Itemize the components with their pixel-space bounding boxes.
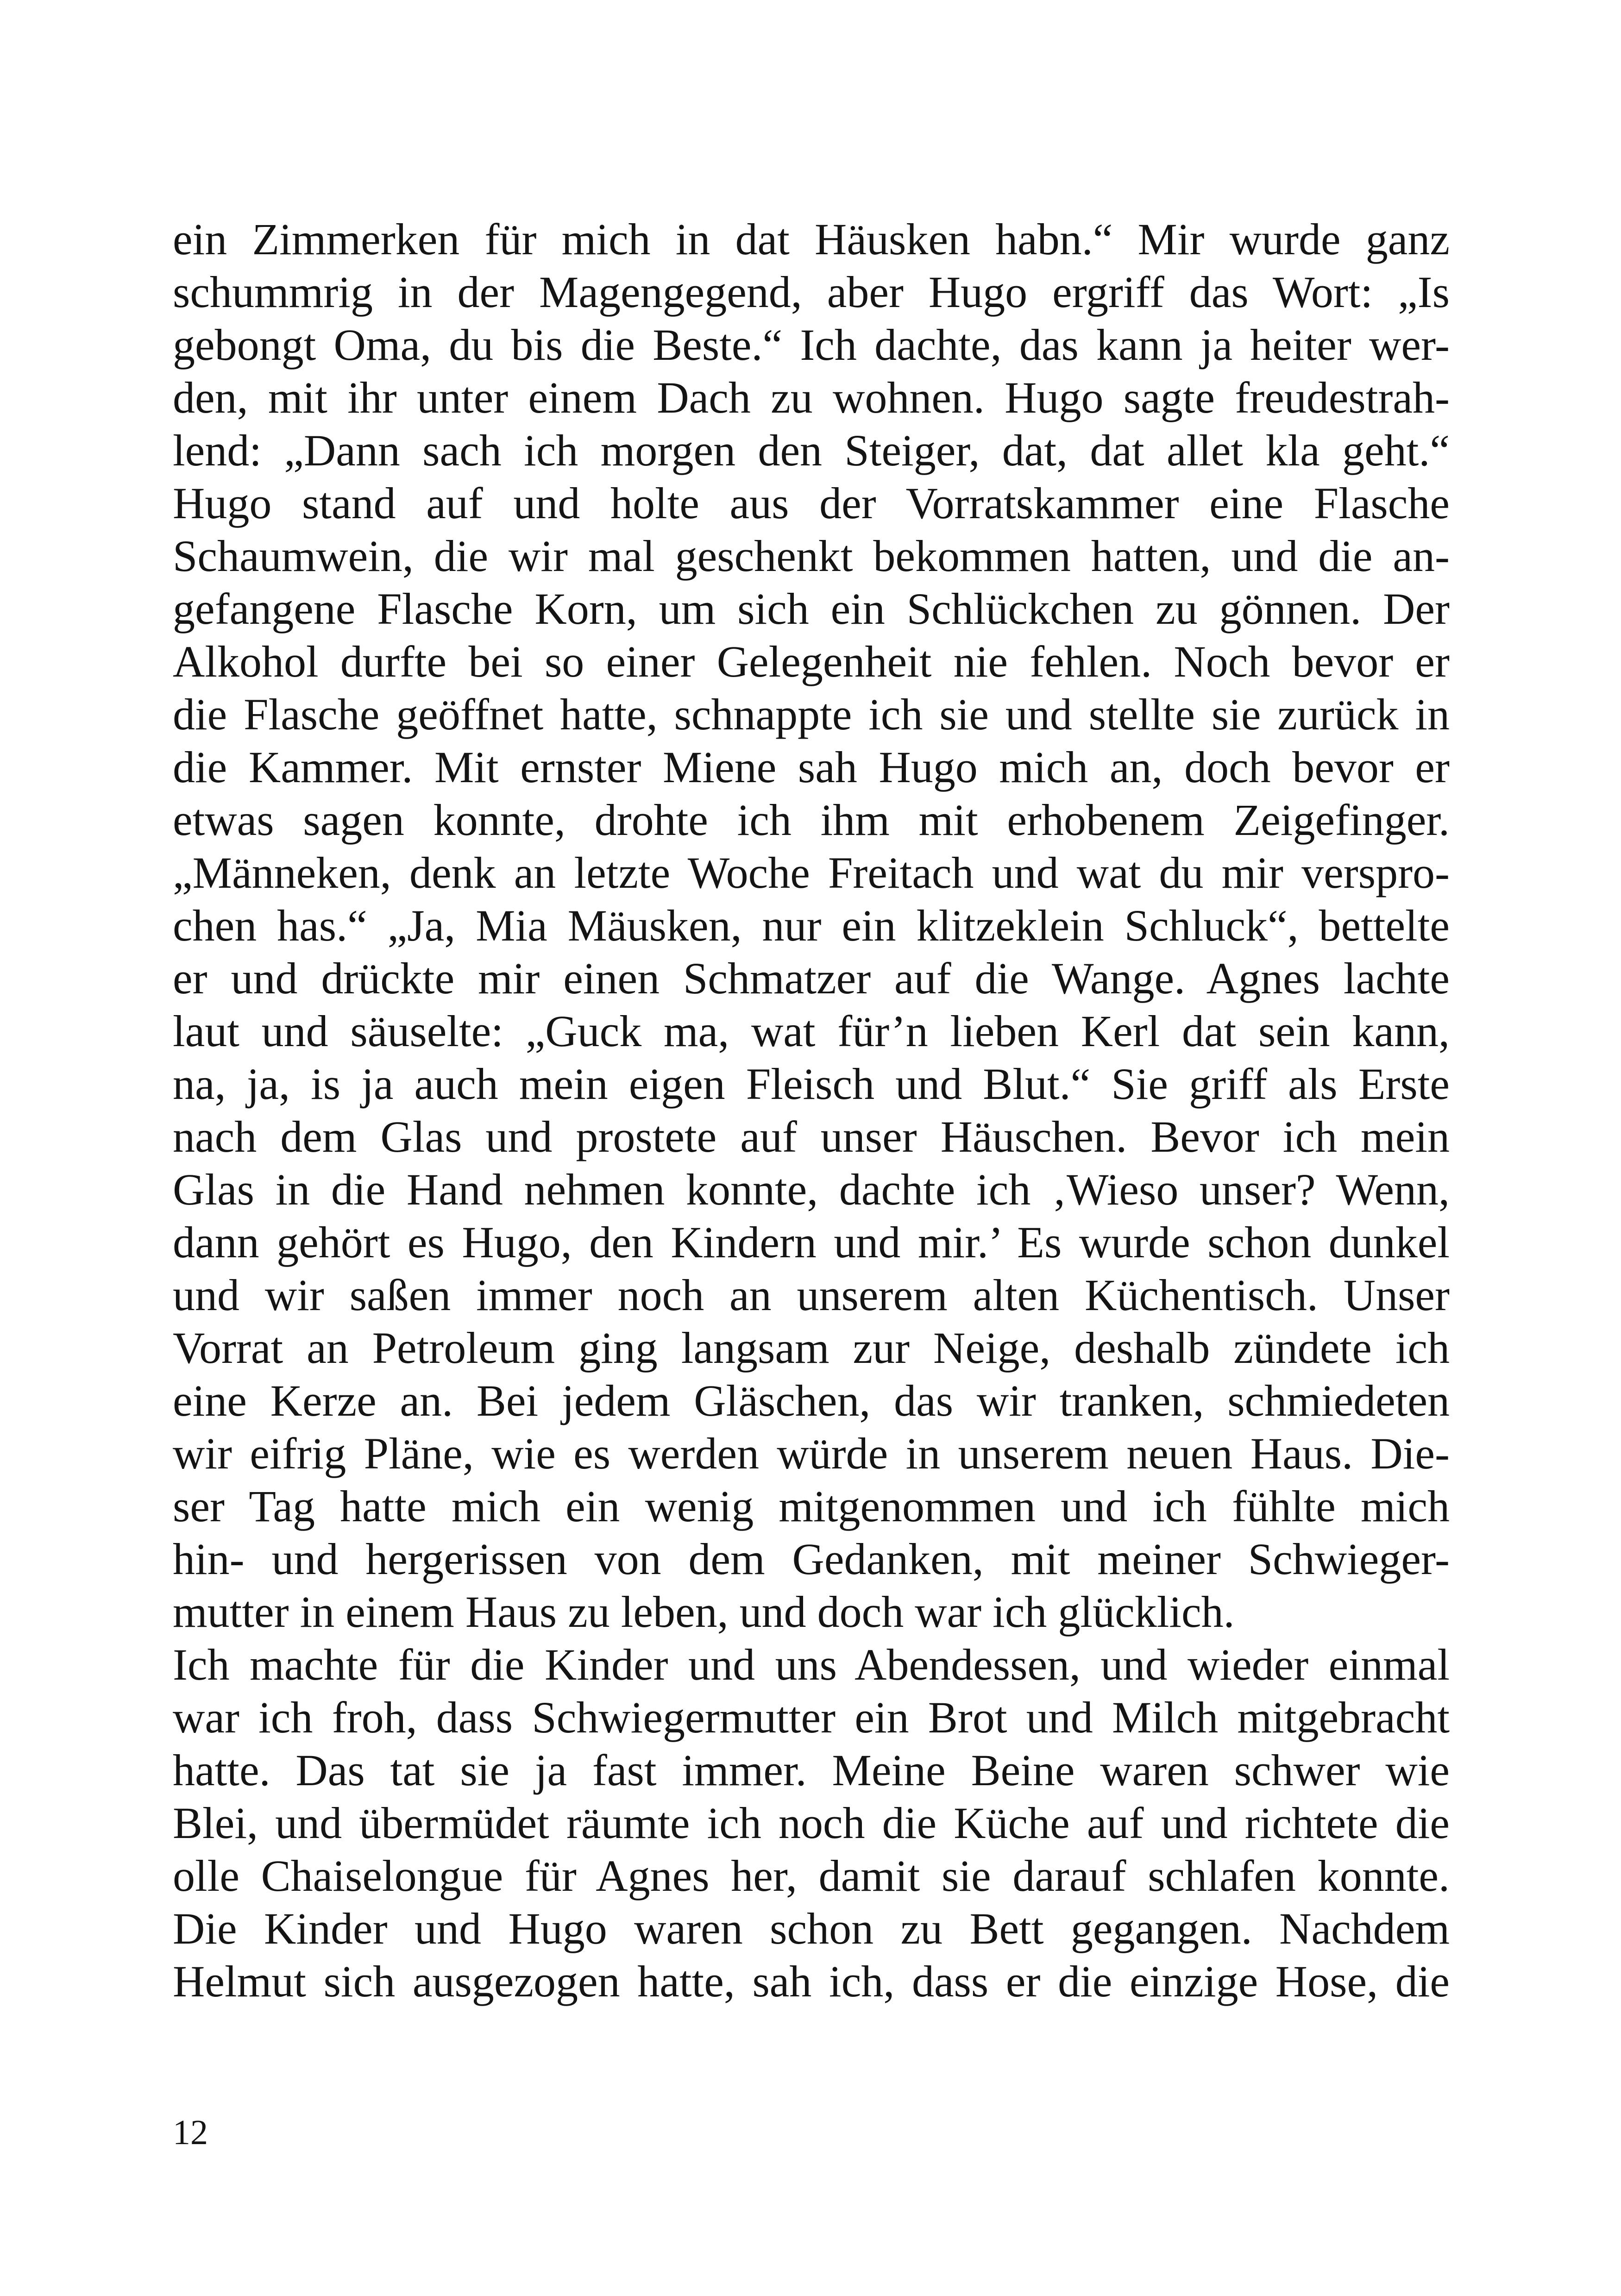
text-line: war ich froh, dass Schwiegermutter ein Brot und Milch mitgebracht — [173, 1693, 1450, 1742]
text-line: Vorrat an Petroleum ging langsam zur Neige, deshalb zündete ich — [173, 1323, 1450, 1373]
text-line: olle Chaiselongue für Agnes her, damit sie darauf schlafen konnte. — [173, 1851, 1450, 1901]
text-line: gebongt Oma, du bis die Beste.“ Ich dachte, das kann ja heiter wer- — [173, 320, 1450, 370]
text-line: hatte. Das tat sie ja fast immer. Meine Beine waren schwer wie — [173, 1745, 1450, 1795]
text-line: schummrig in der Magengegend, aber Hugo ergriff das Wort: „Is — [173, 267, 1450, 317]
text-line: lend: „Dann sach ich morgen den Steiger, dat, dat allet kla geht.“ — [173, 426, 1450, 475]
text-line: wir eifrig Pläne, wie es werden würde in unserem neuen Haus. Die- — [173, 1429, 1450, 1478]
text-line: die Kammer. Mit ernster Miene sah Hugo mich an, doch bevor er — [173, 742, 1450, 792]
text-line: Glas in die Hand nehmen konnte, dachte ich ‚Wieso unser? Wenn, — [173, 1165, 1450, 1214]
text-line: ein Zimmerken für mich in dat Häusken habn.“ Mir wurde ganz — [173, 214, 1450, 264]
page-number: 12 — [173, 2113, 208, 2152]
body-text — [173, 213, 1450, 2008]
text-line: Helmut sich ausgezogen hatte, sah ich, dass er die einzige Hose, die — [173, 1957, 1450, 2006]
text-line: Schaumwein, die wir mal geschenkt bekommen hatten, und die an- — [173, 531, 1450, 581]
text-line: den, mit ihr unter einem Dach zu wohnen. Hugo sagte freudestrah- — [173, 373, 1450, 422]
text-line: nach dem Glas und prostete auf unser Häuschen. Bevor ich mein — [173, 1112, 1450, 1161]
text-line: Ich machte für die Kinder und uns Abendessen, und wieder einmal — [173, 1640, 1450, 1689]
text-line: die Flasche geöffnet hatte, schnappte ich sie und stellte sie zurück in — [173, 690, 1450, 739]
text-line: eine Kerze an. Bei jedem Gläschen, das wir tranken, schmiedeten — [173, 1376, 1450, 1425]
text-line: Hugo stand auf und holte aus der Vorratskammer eine Flasche — [173, 478, 1450, 528]
text-line: Alkohol durfte bei so einer Gelegenheit nie fehlen. Noch bevor er — [173, 637, 1450, 686]
text-line: Die Kinder und Hugo waren schon zu Bett gegangen. Nachdem — [173, 1904, 1450, 1953]
text-line: „Männeken, denk an letzte Woche Freitach und wat du mir verspro- — [173, 848, 1450, 897]
text-line: er und drückte mir einen Schmatzer auf die Wange. Agnes lachte — [173, 954, 1450, 1003]
text-line: gefangene Flasche Korn, um sich ein Schlückchen zu gönnen. Der — [173, 584, 1450, 634]
text-line-paragraph-end: mutter in einem Haus zu leben, und doch war ich glücklich. — [173, 1587, 1235, 1637]
text-line: hin- und hergerissen von dem Gedanken, mit meiner Schwieger- — [173, 1534, 1450, 1584]
text-line: Blei, und übermüdet räumte ich noch die Küche auf und richtete die — [173, 1798, 1450, 1848]
text-line: laut und säuselte: „Guck ma, wat für’n lieben Kerl dat sein kann, — [173, 1006, 1450, 1056]
text-line: etwas sagen konnte, drohte ich ihm mit erhobenem Zeigefinger. — [173, 795, 1450, 845]
text-line: na, ja, is ja auch mein eigen Fleisch und Blut.“ Sie griff als Erste — [173, 1059, 1450, 1109]
text-line: chen has.“ „Ja, Mia Mäusken, nur ein klitzeklein Schluck“, bettelte — [173, 901, 1450, 950]
text-line: dann gehört es Hugo, den Kindern und mir.’ Es wurde schon dunkel — [173, 1217, 1450, 1267]
text-line: ser Tag hatte mich ein wenig mitgenommen und ich fühlte mich — [173, 1481, 1450, 1531]
text-line: und wir saßen immer noch an unserem alten Küchentisch. Unser — [173, 1270, 1450, 1320]
